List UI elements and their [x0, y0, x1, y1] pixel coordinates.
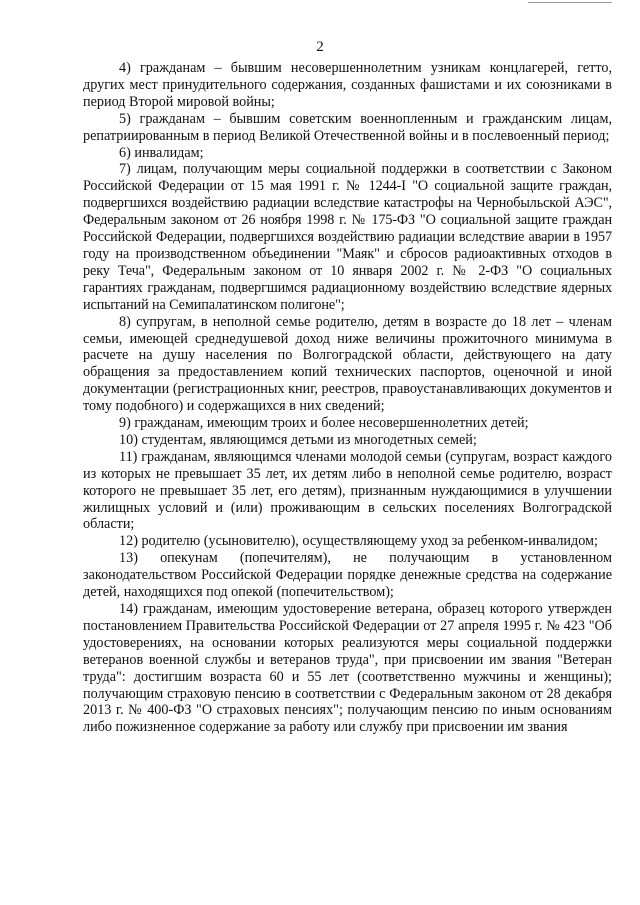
- paragraph-item-7: 7) лицам, получающим меры социальной поддержки в соответствии с Законом Российской Федерации от 15 мая 1991 г. № 1244-I "О социальной защите граждан, подвергшихся воздействию радиации вследствие катастрофы на Чернобыльской АЭС", Федеральным законом от 26 ноября 1998 г. № 175-ФЗ "О социальной защите граждан Российской Федерации, подвергшихся воздействию радиации вследствие аварии в 1957 году на производственном объединении "Маяк" и сбросов радиоактивных отходов в реку Теча", Федеральным законом от 10 января 2002 г. № 2-ФЗ "О социальных гарантиях гражданам, подвергшимся радиационному воздействию вследствие ядерных испытаний на Семипалатинском полигоне";: [83, 161, 612, 313]
- paragraph-item-14: 14) гражданам, имеющим удостоверение ветерана, образец которого утвержден постановлением Правительства Российской Федерации от 27 апреля 1995 г. № 423 "Об удостоверениях, на основании которых реализуются меры социальной поддержки ветеранов военной службы и ветеранов труда", при присвоении им звания "Ветеран труда": достигшим возраста 60 и 55 лет (соответственно мужчины и женщины); получающим страховую пенсию в соответствии с Федеральным законом от 28 декабря 2013 г. № 400-ФЗ "О страховых пенсиях"; получающим пенсию по иным основаниям либо пожизненное содержание за работу или службу при присвоении им звания: [83, 601, 612, 736]
- paragraph-item-11: 11) гражданам, являющимся членами молодой семьи (супругам, возраст каждого из которых не превышает 35 лет, их детям либо в неполной семье родителю, возраст которого не превышает 35 лет, его детям), признанным нуждающимися в улучшении жилищных условий и (или) проживающим в сельских поселениях Волгоградской области;: [83, 448, 612, 533]
- paragraph-item-10: 10) студентам, являющимся детьми из многодетных семей;: [119, 431, 477, 448]
- paragraph-item-8: 8) супругам, в неполной семье родителю, детям в возрасте до 18 лет – членам семьи, имеющей среднедушевой доход ниже величины прожиточного минимума в расчете на душу населения по Волгоградской области, действующего на дату обращения за предоставлением копий технических паспортов, оценочной и иной документации (регистрационных книг, реестров, правоустанавливающих документов и тому подобного) и содержащихся в них сведений;: [83, 313, 612, 415]
- scan-edge-line: [528, 2, 612, 3]
- paragraph-item-6: 6) инвалидам;: [119, 144, 204, 161]
- paragraph-item-12: 12) родителю (усыновителю), осуществляющему уход за ребенком-инвалидом;: [119, 533, 598, 550]
- paragraph-item-5: 5) гражданам – бывшим советским военнопленным и гражданским лицам, репатриированным в период Великой Отечественной войны и в послевоенный период;: [83, 110, 612, 144]
- paragraph-item-9: 9) гражданам, имеющим троих и более несовершеннолетних детей;: [119, 415, 529, 432]
- page-number: 2: [316, 39, 324, 55]
- document-body: [83, 60, 612, 736]
- paragraph-item-13: 13) опекунам (попечителям), не получающим в установленном законодательством Российской Федерации порядке денежные средства на содержание детей, находящихся под опекой (попечительством);: [83, 550, 612, 601]
- paragraph-item-4: 4) гражданам – бывшим несовершеннолетним узникам концлагерей, гетто, других мест принудительного содержания, созданных фашистами и их союзниками в период Второй мировой войны;: [83, 60, 612, 110]
